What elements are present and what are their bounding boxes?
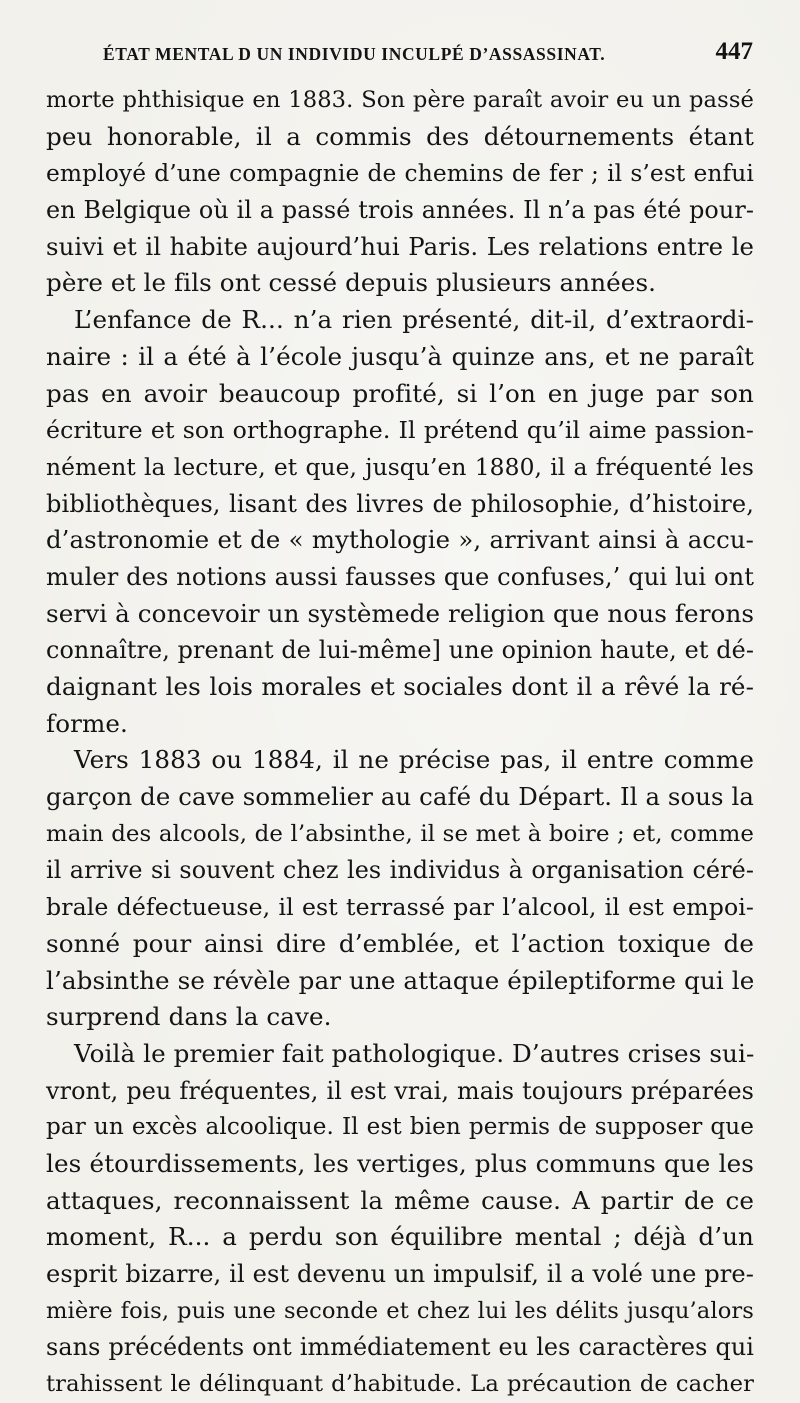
page-header [103,38,753,72]
text-line: forme. [46,708,128,738]
text-line: daignant les lois morales et sociales dont il a rêvé la ré- [46,672,754,701]
text-line: d’astronomie et de « mythologie », arrivant ainsi à accu- [46,525,754,555]
text-line: mière fois, puis une seconde et chez lui les délits jusqu’alors [46,1297,754,1324]
text-line: nément la lecture, et que, jusqu’en 1880, il a fréquenté les [46,452,754,481]
running-title: ÉTAT MENTAL D UN INDIVIDU INCULPÉ D’ASSASSINAT. [103,44,606,64]
text-line: main des alcools, de l’absinthe, il se met à boire ; et, comme [46,820,754,847]
text-line: Vers 1883 ou 1884, il ne précise pas, il entre comme [74,745,754,775]
text-line: esprit bizarre, il est devenu un impulsif, il a volé une pre- [46,1260,754,1288]
text-line: Voilà le premier fait pathologique. D’autres crises sui- [74,1038,755,1068]
text-line: sans précédents ont immédiatement eu les caractères qui [46,1333,754,1362]
text-line: peu honorable, il a commis des détournements étant [46,121,754,151]
text-line: écriture et son orthographe. Il prétend qu’il aime passion- [46,416,754,445]
text-line: morte phthisique en 1883. Son père paraît avoir eu un passé [46,87,754,113]
text-line: connaître, prenant de lui-même] une opinion haute, et dé- [46,636,754,665]
text-line: trahissent le délinquant d’habitude. La précaution de cacher [46,1371,754,1398]
text-line: père et le fils ont cessé depuis plusieurs années. [46,268,657,298]
text-line: sonné pour ainsi dire d’emblée, et l’action toxique de [46,928,754,958]
page-number: 447 [715,38,753,65]
text-line: surprend dans la cave. [46,1002,332,1032]
text-line: moment, R... a perdu son équilibre mental ; déjà d’un [46,1222,754,1252]
text-line: brale défectueuse, il est terrassé par l’alcool, il est empoi- [46,893,754,922]
text-line: il arrive si souvent chez les individus à organisation céré- [46,856,754,885]
text-line: vront, peu fréquentes, il est vrai, mais toujours préparées [46,1076,754,1105]
text-line: garçon de cave sommelier au café du Départ. Il a sous la [46,782,754,812]
body-text [46,82,754,1403]
text-line: pas en avoir beaucoup profité, si l’on en juge par son [46,378,754,408]
text-line: employé d’une compagnie de chemins de fer ; il s’est enfui [46,159,754,188]
text-line: par un excès alcoolique. Il est bien permis de supposer que [46,1114,754,1141]
text-line: l’absinthe se révèle par une attaque épileptiforme qui le [46,965,755,995]
text-line: L’enfance de R... n’a rien présenté, dit-il, d’extraordi- [74,305,754,335]
text-line: servi à concevoir un systèmede religion que nous ferons [46,598,755,628]
text-line: suivi et il habite aujourd’hui Paris. Les relations entre le [46,231,754,261]
text-line: naire : il a été à l’école jusqu’à quinze ans, et ne paraît [46,341,754,371]
text-line: en Belgique où il a passé trois années. Il n’a pas été pour- [46,196,754,225]
text-line: bibliothèques, lisant des livres de philosophie, d’histoire, [46,489,754,518]
text-line: attaques, reconnaissent la même cause. A partir de ce [46,1185,754,1215]
text-line: muler des notions aussi fausses que confuses,’ qui lui ont [46,562,754,591]
text-line: les étourdissements, les vertiges, plus communs que les [46,1148,754,1178]
